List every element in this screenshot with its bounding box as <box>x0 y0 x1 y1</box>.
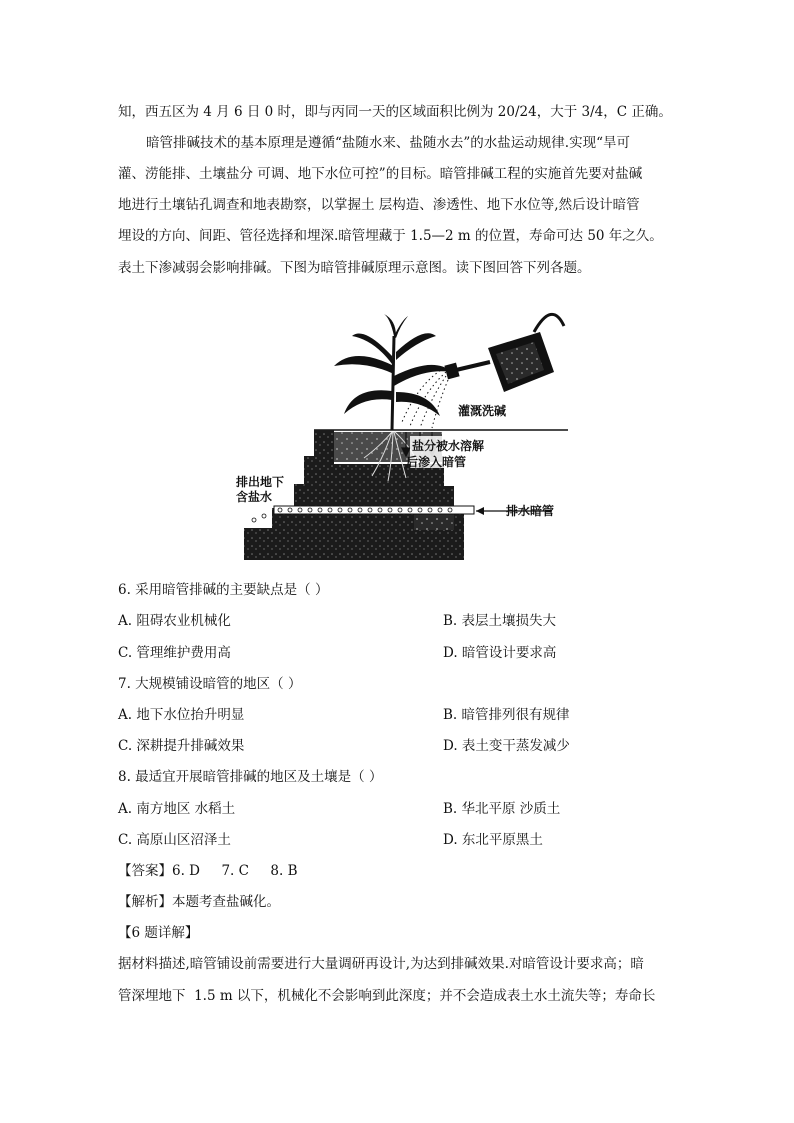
detail-line: 据材料描述,暗管铺设前需要进行大量调研再设计,为达到排碱效果.对暗管设计要求高；暗 <box>118 956 644 972</box>
paragraph-line: 地进行土壤钻孔调查和地表勘察，以掌握土 层构造、渗透性、地下水位等,然后设计暗管 <box>118 197 640 213</box>
paragraph-line: 灌、涝能排、土壤盐分 可调、地下水位可控”的目标。暗管排碱工程的实施首先要对盐碱 <box>118 166 643 182</box>
question-8-option-a: A. 南方地区 水稻土 <box>118 801 236 817</box>
question-6-option-b: B. 表层土壤损失大 <box>443 613 557 629</box>
detail-heading: 【6 题详解】 <box>118 925 199 941</box>
detail-line: 管深埋地下 1.5 m 以下，机械化不会影响到此深度；并不会造成表土水土流失等；寿命长 <box>118 988 656 1004</box>
label-irrigation: 灌溉洗碱 <box>458 404 507 418</box>
paragraph-line: 表土下渗减弱会影响排碱。下图为暗管排碱原理示意图。读下图回答下列各题。 <box>118 260 591 276</box>
question-6-option-a: A. 阻碍农业机械化 <box>118 613 231 629</box>
question-7-option-b: B. 暗管排列很有规律 <box>443 707 570 723</box>
label-salt-dissolve: 盐分被水溶解 <box>412 439 485 453</box>
drainage-diagram <box>234 296 570 564</box>
question-8-stem: 8. 最适宜开展暗管排碱的地区及土壤是（ ） <box>118 769 383 785</box>
question-7-stem: 7. 大规模铺设暗管的地区（ ） <box>118 676 302 692</box>
pipe-arrow-head <box>476 507 484 515</box>
drain-pipe <box>274 506 474 514</box>
watering-can <box>444 314 564 392</box>
label-drain-water-1: 排出地下 <box>236 475 285 489</box>
question-8-option-b: B. 华北平原 沙质土 <box>443 801 561 817</box>
label-drain-pipe: 排水暗管 <box>506 504 555 518</box>
question-6-option-d: D. 暗管设计要求高 <box>443 645 557 661</box>
question-8-option-c: C. 高原山区沼泽土 <box>118 832 231 848</box>
analysis-line: 【解析】本题考查盐碱化。 <box>118 894 280 910</box>
paragraph-line: 知，西五区为 4 月 6 日 0 时，即与丙同一天的区域面积比例为 20/24，大于 3/4，C 正确。 <box>118 104 672 120</box>
question-7-option-d: D. 表土变干蒸发减少 <box>443 738 570 754</box>
answer-line: 【答案】6. D 7. C 8. B <box>118 863 298 879</box>
paragraph-line: 埋设的方向、间距、管径选择和埋深.暗管埋藏于 1.5—2 m 的位置，寿命可达 50 年之久。 <box>118 228 663 244</box>
label-drain-water-2: 含盐水 <box>236 490 273 504</box>
question-6-stem: 6. 采用暗管排碱的主要缺点是（ ） <box>118 582 329 598</box>
question-7-option-c: C. 深耕提升排碱效果 <box>118 738 245 754</box>
question-7-option-a: A. 地下水位抬升明显 <box>118 707 245 723</box>
question-8-option-d: D. 东北平原黑土 <box>443 832 543 848</box>
question-6-option-c: C. 管理维护费用高 <box>118 645 231 661</box>
label-seep-into-pipe: 后渗入暗管 <box>406 455 467 469</box>
paragraph-line: 暗管排碱技术的基本原理是遵循“盐随水来、盐随水去”的水盐运动规律.实现“旱可 <box>146 135 630 151</box>
drainage-diagram-svg <box>234 296 570 564</box>
